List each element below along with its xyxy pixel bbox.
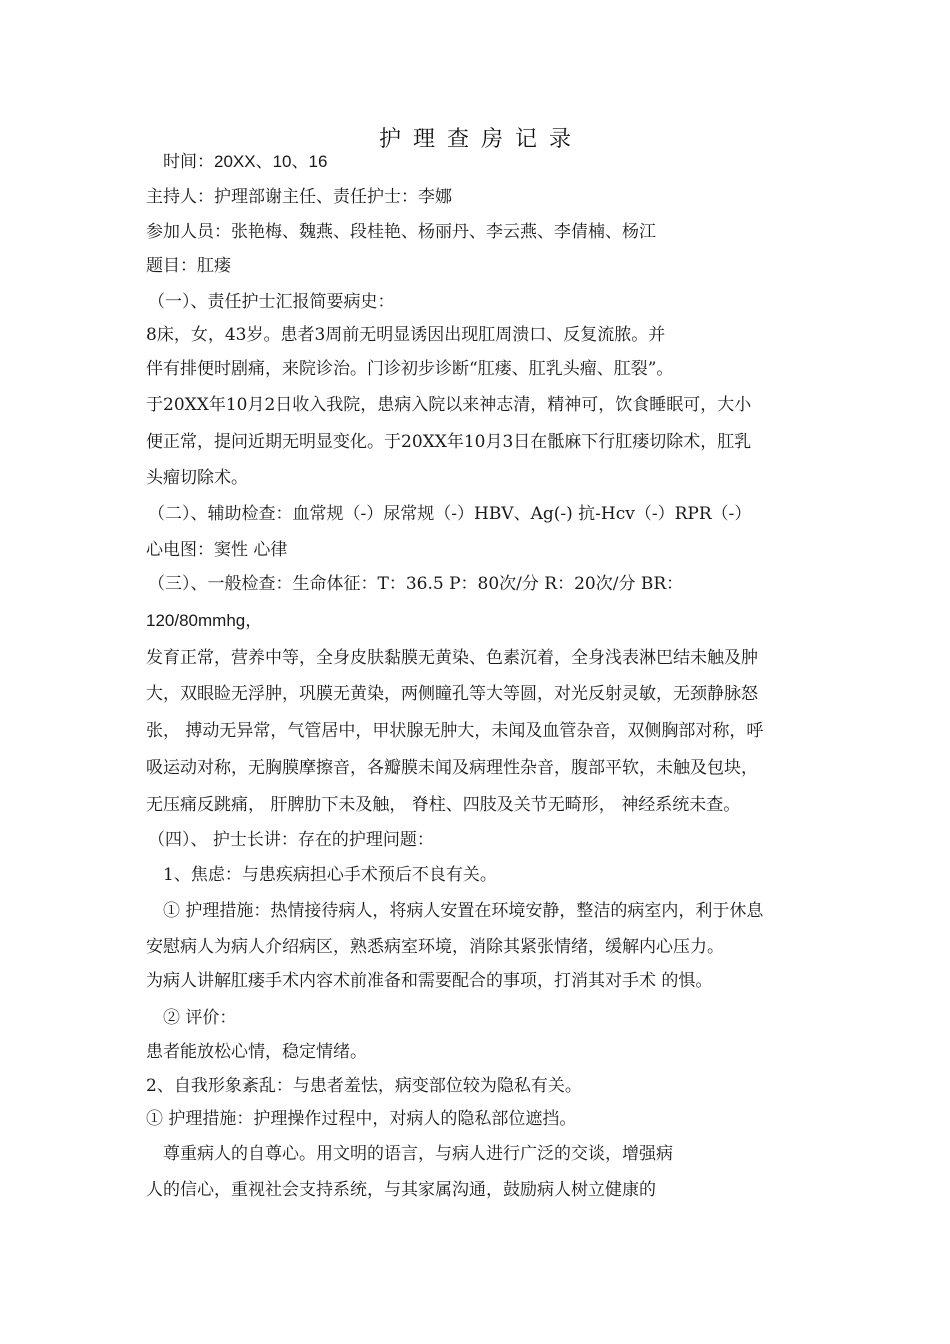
problem-1-measures-line-3: 为病人讲解肛瘘手术内容术前准备和需要配合的事项，打消其对手术 的惧。: [146, 971, 713, 991]
problem-1-measures-line-1: ① 护理措施：热情接待病人，将病人安置在环境安静，整洁的病室内，利于休息: [163, 901, 764, 921]
record-host: 主持人：护理部谢主任、责任护士：李娜: [146, 187, 452, 207]
history-line-2: 伴有排便时剧痛，来院诊治。门诊初步诊断“肛瘘、肛乳头瘤、肛裂”。: [146, 359, 674, 379]
record-topic: 题目：肛瘘: [146, 256, 231, 276]
problem-1-evaluation-label: ② 评价：: [163, 1008, 237, 1028]
history-line-3: 于20XX年10月2日收入我院，患病入院以来神志清，精神可，饮食睡眠可，大小: [146, 395, 752, 415]
problem-2-measures-line-3: 人的信心，重视社会支持系统，与其家属沟通，鼓励病人树立健康的: [146, 1180, 656, 1200]
exam-line-2: 大，双眼睑无浮肿，巩膜无黄染，两侧瞳孔等大等圆，对光反射灵敏，无颈静脉怒: [146, 684, 758, 704]
exam-line-1: 发育正常，营养中等，全身皮肤黏膜无黄染、色素沉着，全身浅表淋巴结未触及肿: [146, 648, 758, 668]
problem-2: 2、自我形象紊乱：与患者羞怯，病变部位较为隐私有关。: [146, 1076, 582, 1096]
section-4-heading: （四）、 护士长讲：存在的护理问题：: [148, 830, 434, 850]
record-participants: 参加人员：张艳梅、魏燕、段桂艳、杨丽丹、李云燕、李倩楠、杨江: [146, 222, 656, 242]
history-line-1: 8床，女，43岁。患者3周前无明显诱因出现肛周溃口、反复流脓。并: [146, 325, 666, 345]
section-3-heading: （三）、一般检查：生命体征：T：36.5 P：80次/分 R：20次/分 BR：: [148, 574, 684, 594]
exam-line-5: 无压痛反跳痛， 肝脾肋下未及触， 脊柱、四肢及关节无畸形， 神经系统未查。: [146, 795, 741, 815]
section-1-heading: （一）、责任护士汇报简要病史：: [148, 292, 395, 312]
history-line-5: 头瘤切除术。: [146, 468, 248, 488]
problem-2-measures-line-1: ① 护理措施：护理操作过程中，对病人的隐私部位遮挡。: [146, 1109, 577, 1129]
problem-1-evaluation: 患者能放松心情，稳定情绪。: [146, 1042, 367, 1062]
history-line-4: 便正常，提问近期无明显变化。于20XX年10月3日在骶麻下行肛瘘切除术，肛乳: [146, 432, 752, 452]
record-time: 时间：20XX、10、16: [163, 152, 328, 171]
exam-line-4: 吸运动对称，无胸膜摩擦音，各瓣膜未闻及病理性杂音，腹部平软，未触及包块，: [146, 758, 758, 778]
section-2-heading: （二）、辅助检查：血常规（-）尿常规（-）HBV、Ag(-) 抗-Hcv（-）RPR（-）: [148, 504, 752, 524]
problem-1: 1、焦虑：与患疾病担心手术预后不良有关。: [163, 865, 497, 885]
problem-1-measures-line-2: 安慰病人为病人介绍病区，熟悉病室环境，消除其紧张情绪，缓解内心压力。: [146, 937, 724, 957]
ecg-result: 心电图：窦性 心律: [146, 540, 288, 560]
exam-line-3: 张， 搏动无异常，气管居中，甲状腺无肿大，未闻及血管杂音，双侧胸部对称，呼: [146, 721, 764, 741]
blood-pressure: 120/80mmhg，: [146, 611, 263, 630]
document-title: 护理查房记录: [378, 127, 583, 152]
problem-2-measures-line-2: 尊重病人的自尊心。用文明的语言，与病人进行广泛的交谈，增强病: [163, 1144, 673, 1164]
